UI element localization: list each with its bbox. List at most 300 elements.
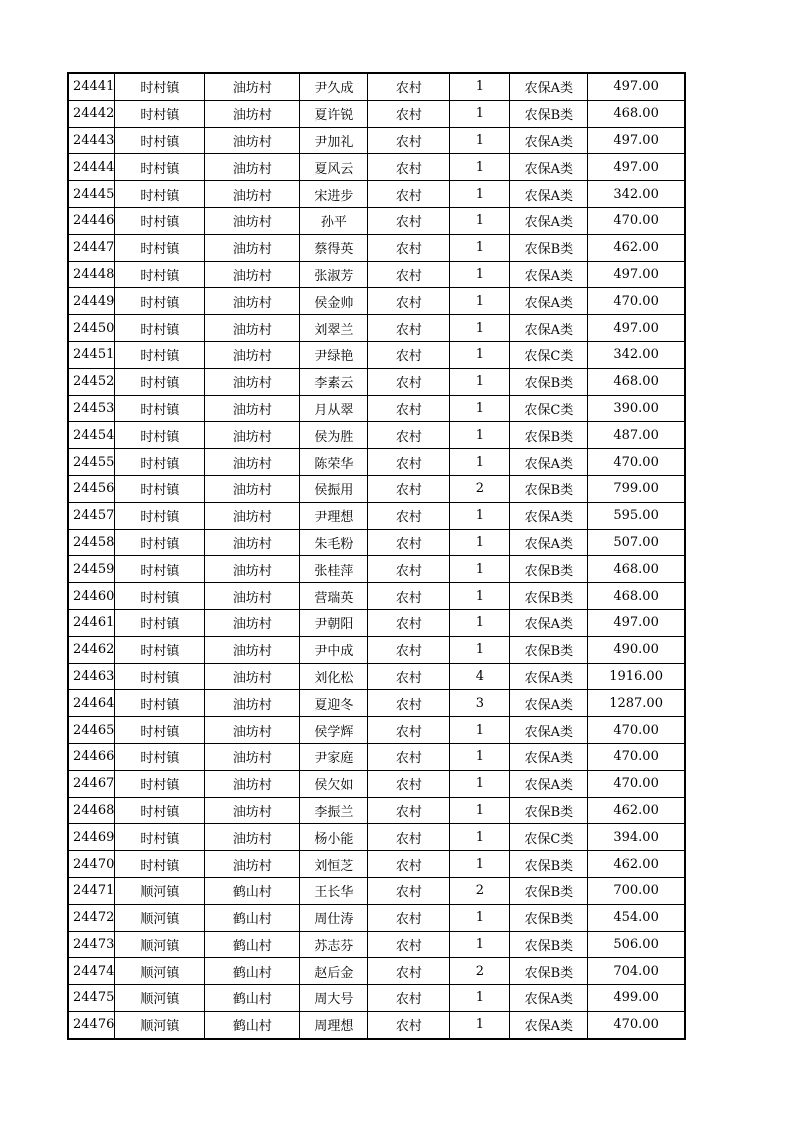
- table-row: [68, 207, 685, 234]
- name-cell: 李素云: [300, 368, 368, 395]
- name-cell: 王长华: [300, 877, 368, 904]
- village-cell: 油坊村: [205, 717, 300, 744]
- name-cell: 苏志芬: [300, 931, 368, 958]
- village-cell: 油坊村: [205, 100, 300, 127]
- table-row: [68, 824, 685, 851]
- area-type-cell: 农村: [368, 797, 450, 824]
- count-cell: 1: [450, 181, 510, 208]
- name-cell: 尹加礼: [300, 127, 368, 154]
- insurance-class-cell: 农保A类: [510, 288, 588, 315]
- table-row: [68, 609, 685, 636]
- amount-cell: 470.00: [588, 288, 685, 315]
- row-id-cell: 24460: [68, 583, 115, 610]
- amount-cell: 497.00: [588, 73, 685, 100]
- count-cell: 1: [450, 127, 510, 154]
- row-id-cell: 24448: [68, 261, 115, 288]
- row-id-cell: 24459: [68, 556, 115, 583]
- town-cell: 时村镇: [115, 288, 205, 315]
- village-cell: 油坊村: [205, 797, 300, 824]
- table-row: [68, 261, 685, 288]
- area-type-cell: 农村: [368, 556, 450, 583]
- insurance-class-cell: 农保B类: [510, 475, 588, 502]
- table-row: [68, 154, 685, 181]
- area-type-cell: 农村: [368, 1011, 450, 1038]
- town-cell: 时村镇: [115, 127, 205, 154]
- count-cell: 1: [450, 422, 510, 449]
- village-cell: 油坊村: [205, 154, 300, 181]
- table-row: [68, 341, 685, 368]
- area-type-cell: 农村: [368, 502, 450, 529]
- amount-cell: 342.00: [588, 181, 685, 208]
- town-cell: 时村镇: [115, 422, 205, 449]
- village-cell: 鹤山村: [205, 1011, 300, 1038]
- name-cell: 尹家庭: [300, 743, 368, 770]
- village-cell: 油坊村: [205, 851, 300, 878]
- amount-cell: 506.00: [588, 931, 685, 958]
- row-id-cell: 24472: [68, 904, 115, 931]
- village-cell: 油坊村: [205, 288, 300, 315]
- amount-cell: 470.00: [588, 743, 685, 770]
- village-cell: 油坊村: [205, 127, 300, 154]
- table-row: [68, 127, 685, 154]
- row-id-cell: 24450: [68, 315, 115, 342]
- amount-cell: 390.00: [588, 395, 685, 422]
- insurance-class-cell: 农保B类: [510, 100, 588, 127]
- village-cell: 油坊村: [205, 556, 300, 583]
- amount-cell: 507.00: [588, 529, 685, 556]
- village-cell: 油坊村: [205, 636, 300, 663]
- amount-cell: 394.00: [588, 824, 685, 851]
- row-id-cell: 24455: [68, 449, 115, 476]
- row-id-cell: 24456: [68, 475, 115, 502]
- row-id-cell: 24457: [68, 502, 115, 529]
- table-row: [68, 797, 685, 824]
- insurance-class-cell: 农保A类: [510, 502, 588, 529]
- village-cell: 油坊村: [205, 341, 300, 368]
- row-id-cell: 24452: [68, 368, 115, 395]
- town-cell: 时村镇: [115, 529, 205, 556]
- area-type-cell: 农村: [368, 931, 450, 958]
- town-cell: 时村镇: [115, 261, 205, 288]
- insurance-class-cell: 农保A类: [510, 207, 588, 234]
- count-cell: 1: [450, 100, 510, 127]
- name-cell: 宋进步: [300, 181, 368, 208]
- data-table: [67, 72, 686, 1040]
- amount-cell: 462.00: [588, 797, 685, 824]
- amount-cell: 487.00: [588, 422, 685, 449]
- name-cell: 蔡得英: [300, 234, 368, 261]
- village-cell: 鹤山村: [205, 877, 300, 904]
- town-cell: 时村镇: [115, 475, 205, 502]
- table-row: [68, 73, 685, 100]
- table-row: [68, 717, 685, 744]
- amount-cell: 454.00: [588, 904, 685, 931]
- area-type-cell: 农村: [368, 100, 450, 127]
- village-cell: 油坊村: [205, 690, 300, 717]
- insurance-class-cell: 农保B类: [510, 368, 588, 395]
- amount-cell: 490.00: [588, 636, 685, 663]
- town-cell: 时村镇: [115, 797, 205, 824]
- amount-cell: 799.00: [588, 475, 685, 502]
- insurance-class-cell: 农保C类: [510, 341, 588, 368]
- area-type-cell: 农村: [368, 261, 450, 288]
- row-id-cell: 24445: [68, 181, 115, 208]
- count-cell: 1: [450, 315, 510, 342]
- name-cell: 尹中成: [300, 636, 368, 663]
- table-row: [68, 529, 685, 556]
- village-cell: 油坊村: [205, 315, 300, 342]
- table-row: [68, 931, 685, 958]
- area-type-cell: 农村: [368, 422, 450, 449]
- row-id-cell: 24454: [68, 422, 115, 449]
- village-cell: 油坊村: [205, 449, 300, 476]
- name-cell: 张桂萍: [300, 556, 368, 583]
- area-type-cell: 农村: [368, 529, 450, 556]
- row-id-cell: 24464: [68, 690, 115, 717]
- village-cell: 油坊村: [205, 207, 300, 234]
- row-id-cell: 24471: [68, 877, 115, 904]
- name-cell: 刘化松: [300, 663, 368, 690]
- area-type-cell: 农村: [368, 717, 450, 744]
- amount-cell: 1916.00: [588, 663, 685, 690]
- count-cell: 2: [450, 958, 510, 985]
- name-cell: 刘恒芝: [300, 851, 368, 878]
- name-cell: 侯振用: [300, 475, 368, 502]
- area-type-cell: 农村: [368, 181, 450, 208]
- town-cell: 时村镇: [115, 395, 205, 422]
- row-id-cell: 24465: [68, 717, 115, 744]
- row-id-cell: 24467: [68, 770, 115, 797]
- amount-cell: 468.00: [588, 368, 685, 395]
- area-type-cell: 农村: [368, 475, 450, 502]
- insurance-class-cell: 农保B类: [510, 234, 588, 261]
- count-cell: 2: [450, 475, 510, 502]
- insurance-class-cell: 农保C类: [510, 395, 588, 422]
- insurance-class-cell: 农保A类: [510, 261, 588, 288]
- amount-cell: 497.00: [588, 154, 685, 181]
- area-type-cell: 农村: [368, 743, 450, 770]
- row-id-cell: 24462: [68, 636, 115, 663]
- town-cell: 时村镇: [115, 851, 205, 878]
- count-cell: 1: [450, 261, 510, 288]
- village-cell: 鹤山村: [205, 904, 300, 931]
- name-cell: 侯学辉: [300, 717, 368, 744]
- town-cell: 时村镇: [115, 583, 205, 610]
- table-row: [68, 100, 685, 127]
- name-cell: 尹理想: [300, 502, 368, 529]
- area-type-cell: 农村: [368, 663, 450, 690]
- insurance-class-cell: 农保A类: [510, 743, 588, 770]
- insurance-class-cell: 农保B类: [510, 556, 588, 583]
- name-cell: 周理想: [300, 1011, 368, 1038]
- amount-cell: 497.00: [588, 261, 685, 288]
- village-cell: 油坊村: [205, 422, 300, 449]
- village-cell: 油坊村: [205, 395, 300, 422]
- area-type-cell: 农村: [368, 73, 450, 100]
- table-row: [68, 475, 685, 502]
- town-cell: 时村镇: [115, 341, 205, 368]
- insurance-class-cell: 农保A类: [510, 985, 588, 1012]
- count-cell: 1: [450, 583, 510, 610]
- insurance-class-cell: 农保B类: [510, 422, 588, 449]
- table-row: [68, 449, 685, 476]
- insurance-class-cell: 农保B类: [510, 583, 588, 610]
- name-cell: 夏风云: [300, 154, 368, 181]
- amount-cell: 468.00: [588, 556, 685, 583]
- table-row: [68, 181, 685, 208]
- count-cell: 2: [450, 877, 510, 904]
- town-cell: 时村镇: [115, 556, 205, 583]
- table-row: [68, 904, 685, 931]
- row-id-cell: 24466: [68, 743, 115, 770]
- amount-cell: 1287.00: [588, 690, 685, 717]
- count-cell: 3: [450, 690, 510, 717]
- count-cell: 1: [450, 73, 510, 100]
- row-id-cell: 24441: [68, 73, 115, 100]
- area-type-cell: 农村: [368, 824, 450, 851]
- count-cell: 1: [450, 609, 510, 636]
- table-row: [68, 583, 685, 610]
- village-cell: 油坊村: [205, 824, 300, 851]
- name-cell: 尹绿艳: [300, 341, 368, 368]
- town-cell: 时村镇: [115, 609, 205, 636]
- row-id-cell: 24458: [68, 529, 115, 556]
- table-row: [68, 985, 685, 1012]
- count-cell: 1: [450, 985, 510, 1012]
- row-id-cell: 24463: [68, 663, 115, 690]
- insurance-class-cell: 农保A类: [510, 609, 588, 636]
- town-cell: 时村镇: [115, 636, 205, 663]
- name-cell: 周仕涛: [300, 904, 368, 931]
- insurance-class-cell: 农保B类: [510, 636, 588, 663]
- town-cell: 时村镇: [115, 368, 205, 395]
- count-cell: 1: [450, 154, 510, 181]
- village-cell: 油坊村: [205, 368, 300, 395]
- town-cell: 时村镇: [115, 743, 205, 770]
- amount-cell: 497.00: [588, 609, 685, 636]
- name-cell: 侯金帅: [300, 288, 368, 315]
- area-type-cell: 农村: [368, 636, 450, 663]
- amount-cell: 470.00: [588, 207, 685, 234]
- insurance-class-cell: 农保A类: [510, 690, 588, 717]
- town-cell: 时村镇: [115, 690, 205, 717]
- table-row: [68, 958, 685, 985]
- town-cell: 时村镇: [115, 181, 205, 208]
- area-type-cell: 农村: [368, 851, 450, 878]
- town-cell: 时村镇: [115, 502, 205, 529]
- table-row: [68, 234, 685, 261]
- count-cell: 1: [450, 449, 510, 476]
- village-cell: 油坊村: [205, 181, 300, 208]
- count-cell: 1: [450, 341, 510, 368]
- area-type-cell: 农村: [368, 315, 450, 342]
- area-type-cell: 农村: [368, 127, 450, 154]
- area-type-cell: 农村: [368, 690, 450, 717]
- amount-cell: 497.00: [588, 315, 685, 342]
- name-cell: 李振兰: [300, 797, 368, 824]
- row-id-cell: 24473: [68, 931, 115, 958]
- amount-cell: 499.00: [588, 985, 685, 1012]
- area-type-cell: 农村: [368, 207, 450, 234]
- table-row: [68, 770, 685, 797]
- village-cell: 鹤山村: [205, 958, 300, 985]
- insurance-class-cell: 农保A类: [510, 663, 588, 690]
- name-cell: 孙平: [300, 207, 368, 234]
- row-id-cell: 24475: [68, 985, 115, 1012]
- area-type-cell: 农村: [368, 341, 450, 368]
- town-cell: 顺河镇: [115, 1011, 205, 1038]
- table-row: [68, 288, 685, 315]
- area-type-cell: 农村: [368, 368, 450, 395]
- table-row: [68, 502, 685, 529]
- insurance-class-cell: 农保B类: [510, 958, 588, 985]
- village-cell: 油坊村: [205, 770, 300, 797]
- name-cell: 赵后金: [300, 958, 368, 985]
- area-type-cell: 农村: [368, 770, 450, 797]
- row-id-cell: 24474: [68, 958, 115, 985]
- insurance-class-cell: 农保A类: [510, 315, 588, 342]
- village-cell: 油坊村: [205, 529, 300, 556]
- count-cell: 1: [450, 743, 510, 770]
- amount-cell: 468.00: [588, 583, 685, 610]
- area-type-cell: 农村: [368, 288, 450, 315]
- village-cell: 油坊村: [205, 261, 300, 288]
- insurance-class-cell: 农保B类: [510, 797, 588, 824]
- insurance-class-cell: 农保A类: [510, 717, 588, 744]
- table-body: [68, 73, 685, 1039]
- name-cell: 侯欠如: [300, 770, 368, 797]
- row-id-cell: 24453: [68, 395, 115, 422]
- name-cell: 刘翠兰: [300, 315, 368, 342]
- insurance-class-cell: 农保B类: [510, 851, 588, 878]
- area-type-cell: 农村: [368, 395, 450, 422]
- name-cell: 营瑞英: [300, 583, 368, 610]
- table-row: [68, 368, 685, 395]
- count-cell: 1: [450, 529, 510, 556]
- area-type-cell: 农村: [368, 449, 450, 476]
- area-type-cell: 农村: [368, 958, 450, 985]
- village-cell: 鹤山村: [205, 985, 300, 1012]
- village-cell: 油坊村: [205, 502, 300, 529]
- count-cell: 1: [450, 851, 510, 878]
- row-id-cell: 24461: [68, 609, 115, 636]
- table-row: [68, 422, 685, 449]
- town-cell: 时村镇: [115, 154, 205, 181]
- village-cell: 油坊村: [205, 583, 300, 610]
- amount-cell: 704.00: [588, 958, 685, 985]
- town-cell: 时村镇: [115, 234, 205, 261]
- row-id-cell: 24447: [68, 234, 115, 261]
- village-cell: 油坊村: [205, 609, 300, 636]
- insurance-class-cell: 农保A类: [510, 154, 588, 181]
- amount-cell: 468.00: [588, 100, 685, 127]
- count-cell: 1: [450, 717, 510, 744]
- row-id-cell: 24451: [68, 341, 115, 368]
- insurance-class-cell: 农保C类: [510, 824, 588, 851]
- table-row: [68, 1011, 685, 1038]
- town-cell: 时村镇: [115, 717, 205, 744]
- village-cell: 鹤山村: [205, 931, 300, 958]
- town-cell: 时村镇: [115, 663, 205, 690]
- row-id-cell: 24449: [68, 288, 115, 315]
- area-type-cell: 农村: [368, 985, 450, 1012]
- count-cell: 1: [450, 636, 510, 663]
- row-id-cell: 24443: [68, 127, 115, 154]
- name-cell: 张淑芳: [300, 261, 368, 288]
- count-cell: 1: [450, 931, 510, 958]
- area-type-cell: 农村: [368, 583, 450, 610]
- count-cell: 1: [450, 207, 510, 234]
- village-cell: 油坊村: [205, 743, 300, 770]
- count-cell: 1: [450, 797, 510, 824]
- count-cell: 1: [450, 1011, 510, 1038]
- area-type-cell: 农村: [368, 234, 450, 261]
- row-id-cell: 24476: [68, 1011, 115, 1038]
- insurance-class-cell: 农保B类: [510, 877, 588, 904]
- name-cell: 陈荣华: [300, 449, 368, 476]
- insurance-class-cell: 农保A类: [510, 73, 588, 100]
- amount-cell: 342.00: [588, 341, 685, 368]
- village-cell: 油坊村: [205, 663, 300, 690]
- name-cell: 朱毛粉: [300, 529, 368, 556]
- table-row: [68, 315, 685, 342]
- amount-cell: 462.00: [588, 234, 685, 261]
- area-type-cell: 农村: [368, 877, 450, 904]
- table-row: [68, 743, 685, 770]
- insurance-class-cell: 农保A类: [510, 127, 588, 154]
- table-row: [68, 395, 685, 422]
- town-cell: 顺河镇: [115, 877, 205, 904]
- area-type-cell: 农村: [368, 609, 450, 636]
- name-cell: 尹朝阳: [300, 609, 368, 636]
- area-type-cell: 农村: [368, 154, 450, 181]
- town-cell: 时村镇: [115, 449, 205, 476]
- table-row: [68, 636, 685, 663]
- town-cell: 顺河镇: [115, 958, 205, 985]
- amount-cell: 497.00: [588, 127, 685, 154]
- table-row: [68, 851, 685, 878]
- town-cell: 时村镇: [115, 207, 205, 234]
- insurance-class-cell: 农保A类: [510, 449, 588, 476]
- town-cell: 时村镇: [115, 73, 205, 100]
- count-cell: 4: [450, 663, 510, 690]
- count-cell: 1: [450, 234, 510, 261]
- town-cell: 顺河镇: [115, 985, 205, 1012]
- amount-cell: 595.00: [588, 502, 685, 529]
- village-cell: 油坊村: [205, 234, 300, 261]
- town-cell: 时村镇: [115, 315, 205, 342]
- row-id-cell: 24468: [68, 797, 115, 824]
- insurance-class-cell: 农保B类: [510, 904, 588, 931]
- table-row: [68, 556, 685, 583]
- area-type-cell: 农村: [368, 904, 450, 931]
- amount-cell: 462.00: [588, 851, 685, 878]
- row-id-cell: 24442: [68, 100, 115, 127]
- town-cell: 时村镇: [115, 770, 205, 797]
- name-cell: 杨小能: [300, 824, 368, 851]
- table-row: [68, 663, 685, 690]
- table-row: [68, 690, 685, 717]
- row-id-cell: 24444: [68, 154, 115, 181]
- row-id-cell: 24470: [68, 851, 115, 878]
- insurance-class-cell: 农保A类: [510, 529, 588, 556]
- name-cell: 夏许锐: [300, 100, 368, 127]
- insurance-class-cell: 农保A类: [510, 181, 588, 208]
- town-cell: 顺河镇: [115, 931, 205, 958]
- count-cell: 1: [450, 770, 510, 797]
- town-cell: 时村镇: [115, 100, 205, 127]
- count-cell: 1: [450, 824, 510, 851]
